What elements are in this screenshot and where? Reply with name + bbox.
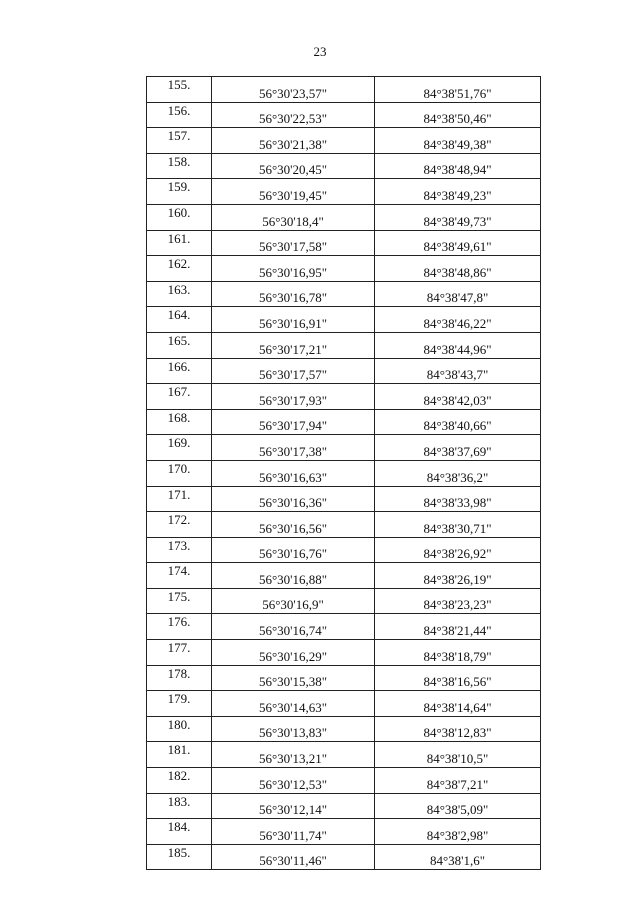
point-number-cell: 180.	[147, 716, 212, 742]
longitude-cell: 84°38'49,61"	[375, 230, 541, 256]
table-row	[147, 358, 541, 384]
table-row	[147, 665, 541, 691]
table-row	[147, 460, 541, 486]
coordinates-table	[146, 76, 541, 870]
longitude-cell: 84°38'49,73"	[375, 204, 541, 230]
latitude-cell: 56°30'16,88"	[212, 563, 375, 589]
table-row	[147, 588, 541, 614]
latitude-cell: 56°30'21,38"	[212, 128, 375, 154]
longitude-cell: 84°38'5,09"	[375, 793, 541, 819]
point-number-cell: 176.	[147, 614, 212, 640]
table-row	[147, 307, 541, 333]
longitude-cell: 84°38'2,98"	[375, 819, 541, 845]
latitude-cell: 56°30'13,21"	[212, 742, 375, 768]
latitude-cell: 56°30'16,29"	[212, 640, 375, 666]
table-row	[147, 435, 541, 461]
longitude-cell: 84°38'48,86"	[375, 256, 541, 282]
latitude-cell: 56°30'11,46"	[212, 844, 375, 870]
longitude-cell: 84°38'43,7"	[375, 358, 541, 384]
latitude-cell: 56°30'15,38"	[212, 665, 375, 691]
longitude-cell: 84°38'14,64"	[375, 691, 541, 717]
latitude-cell: 56°30'16,95"	[212, 256, 375, 282]
longitude-cell: 84°38'37,69"	[375, 435, 541, 461]
longitude-cell: 84°38'42,03"	[375, 384, 541, 410]
longitude-cell: 84°38'10,5"	[375, 742, 541, 768]
latitude-cell: 56°30'17,57"	[212, 358, 375, 384]
longitude-cell: 84°38'23,23"	[375, 588, 541, 614]
table-row	[147, 716, 541, 742]
latitude-cell: 56°30'13,83"	[212, 716, 375, 742]
latitude-cell: 56°30'16,78"	[212, 281, 375, 307]
table-row	[147, 563, 541, 589]
point-number-cell: 168.	[147, 409, 212, 435]
longitude-cell: 84°38'49,38"	[375, 128, 541, 154]
table-row	[147, 537, 541, 563]
table-row	[147, 230, 541, 256]
longitude-cell: 84°38'50,46"	[375, 102, 541, 128]
table-row	[147, 384, 541, 410]
point-number-cell: 174.	[147, 563, 212, 589]
latitude-cell: 56°30'16,36"	[212, 486, 375, 512]
longitude-cell: 84°38'18,79"	[375, 640, 541, 666]
table-row	[147, 153, 541, 179]
longitude-cell: 84°38'40,66"	[375, 409, 541, 435]
latitude-cell: 56°30'16,74"	[212, 614, 375, 640]
table-row	[147, 793, 541, 819]
point-number-cell: 160.	[147, 204, 212, 230]
point-number-cell: 162.	[147, 256, 212, 282]
longitude-cell: 84°38'21,44"	[375, 614, 541, 640]
page-number: 23	[313, 44, 327, 59]
latitude-cell: 56°30'16,63"	[212, 460, 375, 486]
point-number-cell: 181.	[147, 742, 212, 768]
longitude-cell: 84°38'33,98"	[375, 486, 541, 512]
point-number-cell: 157.	[147, 128, 212, 154]
latitude-cell: 56°30'16,76"	[212, 537, 375, 563]
table-row	[147, 332, 541, 358]
table-row	[147, 614, 541, 640]
latitude-cell: 56°30'17,58"	[212, 230, 375, 256]
point-number-cell: 159.	[147, 179, 212, 205]
longitude-cell: 84°38'46,22"	[375, 307, 541, 333]
point-number-cell: 173.	[147, 537, 212, 563]
point-number-cell: 164.	[147, 307, 212, 333]
table-row	[147, 179, 541, 205]
table-row	[147, 77, 541, 103]
point-number-cell: 177.	[147, 640, 212, 666]
longitude-cell: 84°38'49,23"	[375, 179, 541, 205]
table-row	[147, 409, 541, 435]
latitude-cell: 56°30'12,14"	[212, 793, 375, 819]
coordinates-table-body	[147, 77, 541, 870]
table-row	[147, 102, 541, 128]
latitude-cell: 56°30'11,74"	[212, 819, 375, 845]
point-number-cell: 185.	[147, 844, 212, 870]
table-row	[147, 486, 541, 512]
longitude-cell: 84°38'51,76"	[375, 77, 541, 103]
point-number-cell: 175.	[147, 588, 212, 614]
point-number-cell: 165.	[147, 332, 212, 358]
point-number-cell: 182.	[147, 768, 212, 794]
point-number-cell: 179.	[147, 691, 212, 717]
point-number-cell: 169.	[147, 435, 212, 461]
latitude-cell: 56°30'16,9"	[212, 588, 375, 614]
longitude-cell: 84°38'30,71"	[375, 512, 541, 538]
latitude-cell: 56°30'23,57"	[212, 77, 375, 103]
point-number-cell: 161.	[147, 230, 212, 256]
longitude-cell: 84°38'12,83"	[375, 716, 541, 742]
latitude-cell: 56°30'12,53"	[212, 768, 375, 794]
longitude-cell: 84°38'26,19"	[375, 563, 541, 589]
longitude-cell: 84°38'26,92"	[375, 537, 541, 563]
latitude-cell: 56°30'14,63"	[212, 691, 375, 717]
longitude-cell: 84°38'44,96"	[375, 332, 541, 358]
table-row	[147, 512, 541, 538]
table-row	[147, 281, 541, 307]
latitude-cell: 56°30'17,21"	[212, 332, 375, 358]
point-number-cell: 184.	[147, 819, 212, 845]
point-number-cell: 156.	[147, 102, 212, 128]
longitude-cell: 84°38'47,8"	[375, 281, 541, 307]
table-row	[147, 256, 541, 282]
latitude-cell: 56°30'17,38"	[212, 435, 375, 461]
table-row	[147, 128, 541, 154]
latitude-cell: 56°30'17,94"	[212, 409, 375, 435]
latitude-cell: 56°30'19,45"	[212, 179, 375, 205]
longitude-cell: 84°38'48,94"	[375, 153, 541, 179]
longitude-cell: 84°38'7,21"	[375, 768, 541, 794]
point-number-cell: 158.	[147, 153, 212, 179]
table-row	[147, 819, 541, 845]
latitude-cell: 56°30'16,56"	[212, 512, 375, 538]
table-row	[147, 768, 541, 794]
point-number-cell: 166.	[147, 358, 212, 384]
point-number-cell: 163.	[147, 281, 212, 307]
point-number-cell: 178.	[147, 665, 212, 691]
table-row	[147, 844, 541, 870]
point-number-cell: 155.	[147, 77, 212, 103]
longitude-cell: 84°38'16,56"	[375, 665, 541, 691]
longitude-cell: 84°38'36,2"	[375, 460, 541, 486]
point-number-cell: 167.	[147, 384, 212, 410]
latitude-cell: 56°30'18,4"	[212, 204, 375, 230]
latitude-cell: 56°30'17,93"	[212, 384, 375, 410]
table-row	[147, 640, 541, 666]
point-number-cell: 172.	[147, 512, 212, 538]
latitude-cell: 56°30'16,91"	[212, 307, 375, 333]
latitude-cell: 56°30'20,45"	[212, 153, 375, 179]
point-number-cell: 183.	[147, 793, 212, 819]
table-row	[147, 691, 541, 717]
longitude-cell: 84°38'1,6"	[375, 844, 541, 870]
table-row	[147, 204, 541, 230]
point-number-cell: 171.	[147, 486, 212, 512]
point-number-cell: 170.	[147, 460, 212, 486]
table-row	[147, 742, 541, 768]
latitude-cell: 56°30'22,53"	[212, 102, 375, 128]
